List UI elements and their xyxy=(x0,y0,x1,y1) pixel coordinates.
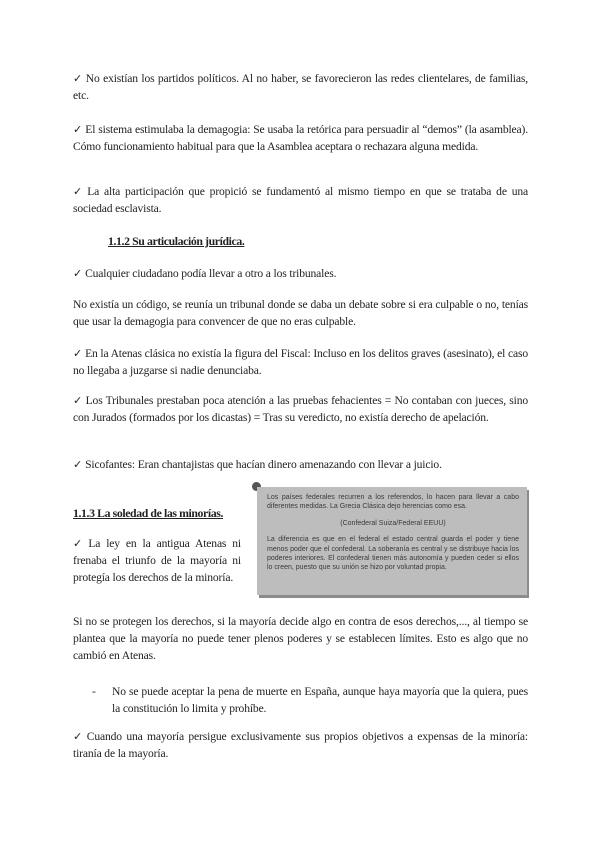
paragraph-text: Cualquier ciudadano podía llevar a otro a los tribunales. xyxy=(85,267,337,280)
paragraph-demagogy xyxy=(73,121,528,155)
paragraph-text: El sistema estimulaba la demagogia: Se usaba la retórica para persuadir al “demos” (la asamblea). Cómo funcionamiento habitual para que la Asamblea aceptara o rechazara alguna medida. xyxy=(73,123,528,153)
paragraph-text: En la Atenas clásica no existía la figura del Fiscal: Incluso en los delitos graves (asesinato), el caso no llegaba a juzgarse si nadie denunciaba. xyxy=(73,347,528,377)
note-box xyxy=(257,487,527,595)
paragraph-no-parties xyxy=(73,70,528,104)
section-heading-juridica: 1.1.2 Su articulación jurídica. xyxy=(108,234,245,248)
note-line-3: La diferencia es que en el federal el estado central guarda el poder y tiene menos poder que el confederal. La soberanía es central y se distribuye hacia los poderes interiores. El confederal tienen más autonomía y pueden ceder si ellos lo creen, puesto que su unión se hizo por voluntad propia. xyxy=(267,536,519,572)
checkmark-icon: ✓ xyxy=(73,730,84,743)
checkmark-icon: ✓ xyxy=(73,347,83,360)
paragraph-tribunals xyxy=(73,265,528,282)
paragraph-text: La ley en la antigua Atenas ni frenaba el triunfo de la mayoría ni protegía los derechos de la minoría. xyxy=(73,537,241,584)
paragraph-rights: Si no se protegen los derechos, si la mayoría decide algo en contra de esos derechos,..., al tiempo se plantea que la mayoría no puede tener plenos poderes y se establecen límites. Esto es algo que no cambió en Atenas. xyxy=(73,615,528,662)
paragraph-text: Los Tribunales prestaban poca atención a las pruebas fehacientes = No contaban con jueces, sino con Jurados (formados por los dicastas) = Tras su veredicto, no existía derecho de apelación. xyxy=(73,394,528,424)
note-line-1: Los países federales recurren a los referendos, lo hacen para llevar a cabo diferentes medidas. La Grecia Clásica dejo herencias como esa. xyxy=(267,494,519,511)
checkmark-icon: ✓ xyxy=(73,72,83,85)
checkmark-icon: ✓ xyxy=(73,185,85,198)
paragraph-text: No existía un código, se reunía un tribunal donde se daba un debate sobre si era culpable o no, tenías que usar la demagogia para convencer de que no eras culpable. xyxy=(73,298,528,328)
checkmark-icon: ✓ xyxy=(73,267,83,280)
paragraph-juries xyxy=(73,392,528,426)
paragraph-participation xyxy=(73,183,528,217)
paragraph-text: No existían los partidos políticos. Al no haber, se favorecieron las redes clientelares, de familias, etc. xyxy=(73,72,528,102)
section-heading-minorias: 1.1.3 La soledad de las minorías. xyxy=(73,506,224,520)
paragraph-no-prosecutor xyxy=(73,345,528,379)
paragraph-no-code xyxy=(73,296,528,330)
bullet-text: No se puede aceptar la pena de muerte en España, aunque haya mayoría que la quiera, pues la constitución lo limita y prohíbe. xyxy=(112,685,528,715)
checkmark-icon: ✓ xyxy=(73,458,83,471)
paragraph-text: Cuando una mayoría persigue exclusivamente sus propios objetivos a expensas de la minoría: tiranía de la mayoría. xyxy=(73,730,528,760)
note-line-2: (Confederal Suiza/Federal EEUU) xyxy=(340,519,446,527)
checkmark-icon: ✓ xyxy=(73,537,86,550)
bullet-dash: - xyxy=(92,685,96,698)
checkmark-icon: ✓ xyxy=(73,394,83,407)
paragraph-tyranny xyxy=(73,728,528,762)
paragraph-text: Sicofantes: Eran chantajistas que hacían dinero amenazando con llevar a juicio. xyxy=(85,458,442,471)
paragraph-sycophants xyxy=(73,456,528,473)
paragraph-law-majority xyxy=(73,535,241,586)
paragraph-text: La alta participación que propició se fundamentó al mismo tiempo en que se trataba de una sociedad esclavista. xyxy=(73,185,528,215)
checkmark-icon: ✓ xyxy=(73,123,83,136)
